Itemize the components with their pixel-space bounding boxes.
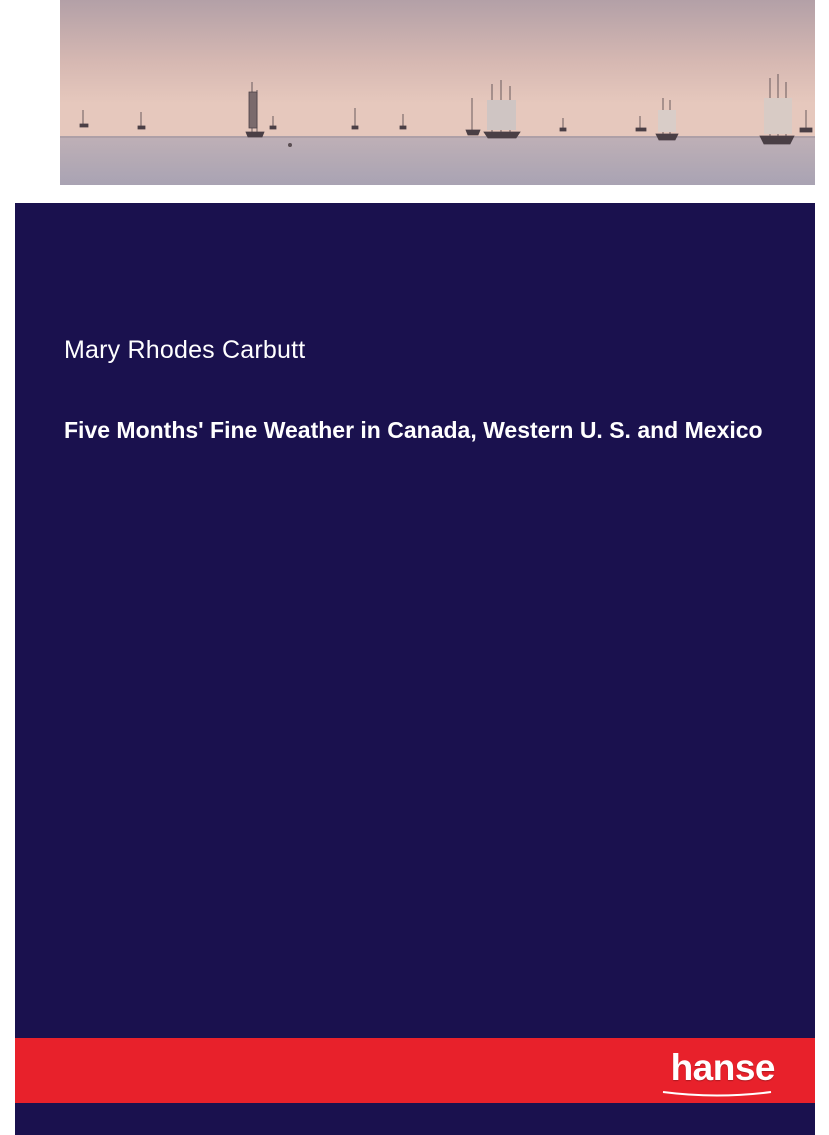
book-title: Five Months' Fine Weather in Canada, Western U. S. and Mexico bbox=[64, 417, 763, 443]
cover-panel bbox=[15, 203, 815, 1038]
cover-footer-strip bbox=[15, 1103, 815, 1135]
publisher-logo-swoosh-icon bbox=[661, 1090, 773, 1098]
publisher-logo: hanse bbox=[670, 1047, 775, 1088]
cover-photo-tall-ships bbox=[60, 0, 815, 185]
book-author: Mary Rhodes Carbutt bbox=[64, 336, 306, 364]
tall-ships-illustration bbox=[60, 0, 815, 185]
publisher-band bbox=[15, 1038, 815, 1103]
